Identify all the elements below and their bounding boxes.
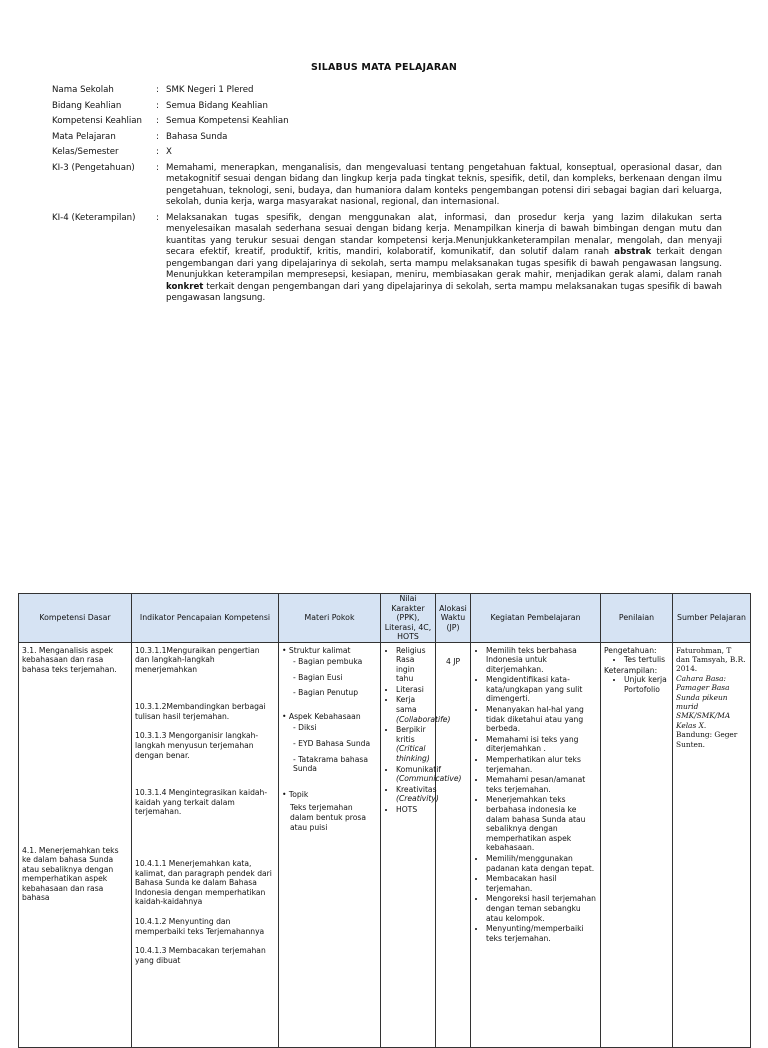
ipk-item: 10.4.1.1 Menerjemahkan kata, kalimat, dan paragraph pendek dari Bahasa Sunda ke dalam Bahasa Indonesia dengan memperhatikan kaidah-kaidahnya xyxy=(135,859,272,907)
materi-item: • Struktur kalimat xyxy=(282,645,351,655)
bold-konkret: konkret xyxy=(166,281,204,292)
materi-sublist xyxy=(282,657,377,698)
info-label: Mata Pelajaran xyxy=(52,131,116,142)
syllabus-table xyxy=(18,593,751,1048)
info-label: Bidang Keahlian xyxy=(52,100,122,111)
ipk-item: 10.3.1.3 Mengorganisir langkah-langkah menyusun terjemahan dengan benar. xyxy=(135,731,259,760)
info-value: SMK Negeri 1 Plered xyxy=(166,85,254,95)
cell-kompetensi-dasar xyxy=(19,642,132,1047)
info-row-kompetensi-keahlian: Kompetensi Keahlian : Semua Kompetensi Keahlian xyxy=(52,116,722,128)
table-header-row xyxy=(19,594,751,643)
info-row-kelas-semester: Kelas/Semester : X xyxy=(52,147,722,159)
header-indikator: Indikator Pencapaian Kompetensi xyxy=(132,594,279,643)
nilai-item: • Berpikir kritis (Critical thinking) xyxy=(396,725,432,763)
nilai-item: • HOTS xyxy=(396,805,432,815)
sumber-place: Bandung: Geger Sunten. xyxy=(676,730,738,749)
materi-subitem: - Tatakrama bahasa Sunda xyxy=(293,754,369,774)
penilaian-keterampilan-label: Keterampilan: xyxy=(604,665,658,675)
cell-kegiatan xyxy=(471,642,601,1047)
kegiatan-item: • Memilih/menggunakan padanan kata dengan tepat. xyxy=(486,854,597,873)
sumber-book: Cahara Basa: Pamager Basa Sunda pikeun murid SMK/SMK/MA Kelas X. xyxy=(676,673,731,730)
kegiatan-item: • Memahami pesan/amanat teks terjemahan. xyxy=(486,775,597,794)
header-penilaian: Penilaian xyxy=(601,594,673,643)
penilaian-pengetahuan-label: Pengetahuan: xyxy=(604,645,657,655)
bold-abstrak: abstrak xyxy=(614,247,652,257)
kegiatan-item: • Mengidentifikasi kata-kata/ungkapan yang sulit dimengerti. xyxy=(486,675,597,704)
info-block xyxy=(52,85,722,309)
nilai-item: • Komunikatif (Communicative) xyxy=(396,765,432,784)
header-sumber: Sumber Pelajaran xyxy=(673,594,751,643)
ki3-text: Memahami, menerapkan, menganalisis, dan mengevaluasi tentang pengetahuan faktual, konseptual, operasional dasar, dan metakognitif sesuai dengan bidang dan lingkup kerja pada tingkat teknis, spesifik, detil, dan kompleks, berkenaan dengan ilmu pengetahuan, teknologi, seni, budaya, dan humaniora dalam konteks pengembangan potensi diri sebagai bagian dari keluarga, sekolah, dunia kerja, warga masyarakat nasional, regional, dan internasional. xyxy=(166,162,722,207)
kegiatan-item: • Memilih teks berbahasa Indonesia untuk diterjemahkan. xyxy=(486,646,597,675)
header-kompetensi-dasar: Kompetensi Dasar xyxy=(19,594,132,643)
kd-3-1: 3.1. Menganalisis aspek kebahasaan dan rasa bahasa teks terjemahan. xyxy=(22,645,117,674)
cell-indikator xyxy=(132,642,279,1047)
info-row-bidang-keahlian: Bidang Keahlian : Semua Bidang Keahlian xyxy=(52,101,722,113)
nilai-item: • Kerja sama (Collaboratife) xyxy=(396,695,432,724)
alokasi-value: 4 JP xyxy=(445,656,461,666)
info-row-ki3: KI-3 (Pengetahuan) : Memahami, menerapkan, menganalisis, dan mengevaluasi tentang pengetahuan faktual, konseptual, operasional dasar, dan metakognitif sesuai dengan bidang dan lingkup kerja pada tingkat teknis, spesifik, detil, dan kompleks, berkenaan dengan ilmu pengetahuan, teknologi, seni, budaya, dan humaniora dalam konteks pengembangan potensi diri sebagai bagian dari keluarga, sekolah, dunia kerja, warga masyarakat nasional, regional, dan internasional. xyxy=(52,162,722,207)
nilai-item: • Kreativitas (Creativity) xyxy=(396,785,432,804)
materi-topik: Teks terjemahan dalam bentuk prosa atau puisi xyxy=(290,803,366,832)
cell-penilaian xyxy=(601,642,673,1047)
ipk-item: 10.3.1.1Menguraikan pengertian dan langkah-langkah menerjemahkan xyxy=(135,645,260,674)
info-label: KI-3 (Pengetahuan) xyxy=(52,162,135,173)
materi-item: • Topik xyxy=(282,789,309,799)
ipk-item: 10.3.1.4 Mengintegrasikan kaidah-kaidah yang terkait dalam terjemahan. xyxy=(135,788,268,817)
penilaian-keterampilan: • Unjuk kerja Portofolio xyxy=(624,675,669,694)
header-materi-pokok: Materi Pokok xyxy=(279,594,381,643)
kegiatan-item: • Memahami isi teks yang diterjemahkan . xyxy=(486,735,597,754)
materi-item: • Aspek Kebahasaan xyxy=(282,711,361,721)
info-value: Bahasa Sunda xyxy=(166,131,228,142)
sumber-author: Faturohman, T dan Tamsyah, B.R. 2014. xyxy=(676,645,746,674)
info-row-ki4: KI-4 (Keterampilan) : Melaksanakan tugas spesifik, dengan menggunakan alat, informasi, dan prosedur kerja yang lazim dilakukan serta menyelesaikan masalah sederhana sesuai dengan bidang kerja. Menampilkan kinerja di bawah bimbingan dengan mutu dan kuantitas yang terukur sesuai dengan standar kompetensi kerja.Menunjukkanketerampilan menalar, mengolah, dan menyaji secara efektif, kreatif, produktif, kritis, mandiri, kolaboratif, komunikatif, dan solutif dalam ranah abstrak terkait dengan pengembangan dari yang dipelajarinya di sekolah, serta mampu melaksanakan tugas spesifik di bawah pengawasan langsung. Menunjukkan keterampilan mempresepsi, kesiapan, meniru, membiasakan gerak mahir, menjadikan gerak alami, dalam ranah konkret terkait dengan pengembangan dari yang dipelajarinya di sekolah, serta mampu melaksanakan tugas spesifik di bawah pengawasan langsung. xyxy=(52,212,723,303)
nilai-item: • Religius Rasa ingin tahu xyxy=(396,646,432,684)
info-label: Kompetensi Keahlian xyxy=(52,116,142,126)
ipk-item: 10.3.1.2Membandingkan berbagai tulisan hasil terjemahan. xyxy=(135,702,266,721)
info-label: Nama Sekolah xyxy=(52,85,114,95)
header-kegiatan: Kegiatan Pembelajaran xyxy=(471,594,601,643)
materi-sublist xyxy=(282,723,377,773)
header-alokasi-waktu: Alokasi Waktu (JP) xyxy=(436,594,471,643)
info-label: KI-4 (Keterampilan) xyxy=(52,212,136,223)
kegiatan-item: • Menanyakan hal-hal yang tidak diketahui atau yang berbeda. xyxy=(486,705,597,734)
kegiatan-item: • Membacakan hasil terjemahan. xyxy=(486,874,597,893)
ipk-item: 10.4.1.2 Menyunting dan memperbaiki teks Terjemahannya xyxy=(135,917,265,936)
kegiatan-item: • Memperhatikan alur teks terjemahan. xyxy=(486,755,597,774)
ki4-text: Melaksanakan tugas spesifik, dengan menggunakan alat, informasi, dan prosedur kerja yang lazim dilakukan serta menyelesaikan masalah sederhana sesuai dengan bidang kerja. Menampilkan kinerja di bawah bimbingan dengan mutu dan kuantitas yang terukur sesuai dengan standar kompetensi kerja.Menunjukkanketerampilan menalar, mengolah, dan menyaji secara efektif, kreatif, produktif, kritis, mandiri, kolaboratif, komunikatif, dan solutif dalam ranah abstrak terkait dengan pengembangan dari yang dipelajarinya di sekolah, serta mampu melaksanakan tugas spesifik di bawah pengawasan langsung. Menunjukkan keterampilan mempresepsi, kesiapan, meniru, membiasakan gerak mahir, menjadikan gerak alami, dalam ranah konkret terkait dengan pengembangan dari yang dipelajarinya di sekolah, serta mampu melaksanakan tugas spesifik di bawah pengawasan langsung. xyxy=(166,212,723,303)
kegiatan-list xyxy=(474,646,597,944)
document-title: SILABUS MATA PELAJARAN xyxy=(310,62,458,73)
table-row xyxy=(19,642,751,1047)
materi-subitem: - EYD Bahasa Sunda xyxy=(293,739,371,749)
info-label: Kelas/Semester xyxy=(52,147,119,157)
materi-subitem: - Bagian pembuka xyxy=(293,657,363,667)
info-value: Semua Kompetensi Keahlian xyxy=(166,116,289,126)
kd-4-1: 4.1. Menerjemahkan teks ke dalam bahasa Sunda atau sebaliknya dengan memperhatikan aspek kebahasaan dan rasa bahasa xyxy=(22,845,119,903)
info-row-mata-pelajaran: Mata Pelajaran : Bahasa Sunda xyxy=(52,132,722,144)
cell-alokasi-waktu xyxy=(436,642,471,1047)
info-row-nama-sekolah: Nama Sekolah : SMK Negeri 1 Plered xyxy=(52,85,722,97)
materi-subitem: - Bagian Penutup xyxy=(293,688,359,698)
info-value: X xyxy=(166,147,172,157)
penilaian-pengetahuan: • Tes tertulis xyxy=(624,655,669,665)
kegiatan-item: • Menyunting/memperbaiki teks terjemahan. xyxy=(486,924,597,943)
materi-subitem: - Bagian Eusi xyxy=(293,672,343,682)
kegiatan-item: • Mengoreksi hasil terjemahan dengan teman sebangku atau kelompok. xyxy=(486,894,597,923)
materi-subitem: - Diksi xyxy=(293,723,317,733)
cell-sumber xyxy=(673,642,751,1047)
info-value: Semua Bidang Keahlian xyxy=(166,100,268,111)
ipk-item: 10.4.1.3 Membacakan terjemahan yang dibuat xyxy=(135,946,266,965)
cell-materi-pokok xyxy=(279,642,381,1047)
nilai-item: • Literasi xyxy=(396,685,432,695)
header-nilai-karakter: Nilai Karakter (PPK), Literasi, 4C, HOTS xyxy=(381,594,436,643)
kegiatan-item: • Menerjemahkan teks berbahasa indonesia ke dalam bahasa Sunda atau sebaliknya dengan memperhatikan aspek kebahasaan. xyxy=(486,795,597,853)
